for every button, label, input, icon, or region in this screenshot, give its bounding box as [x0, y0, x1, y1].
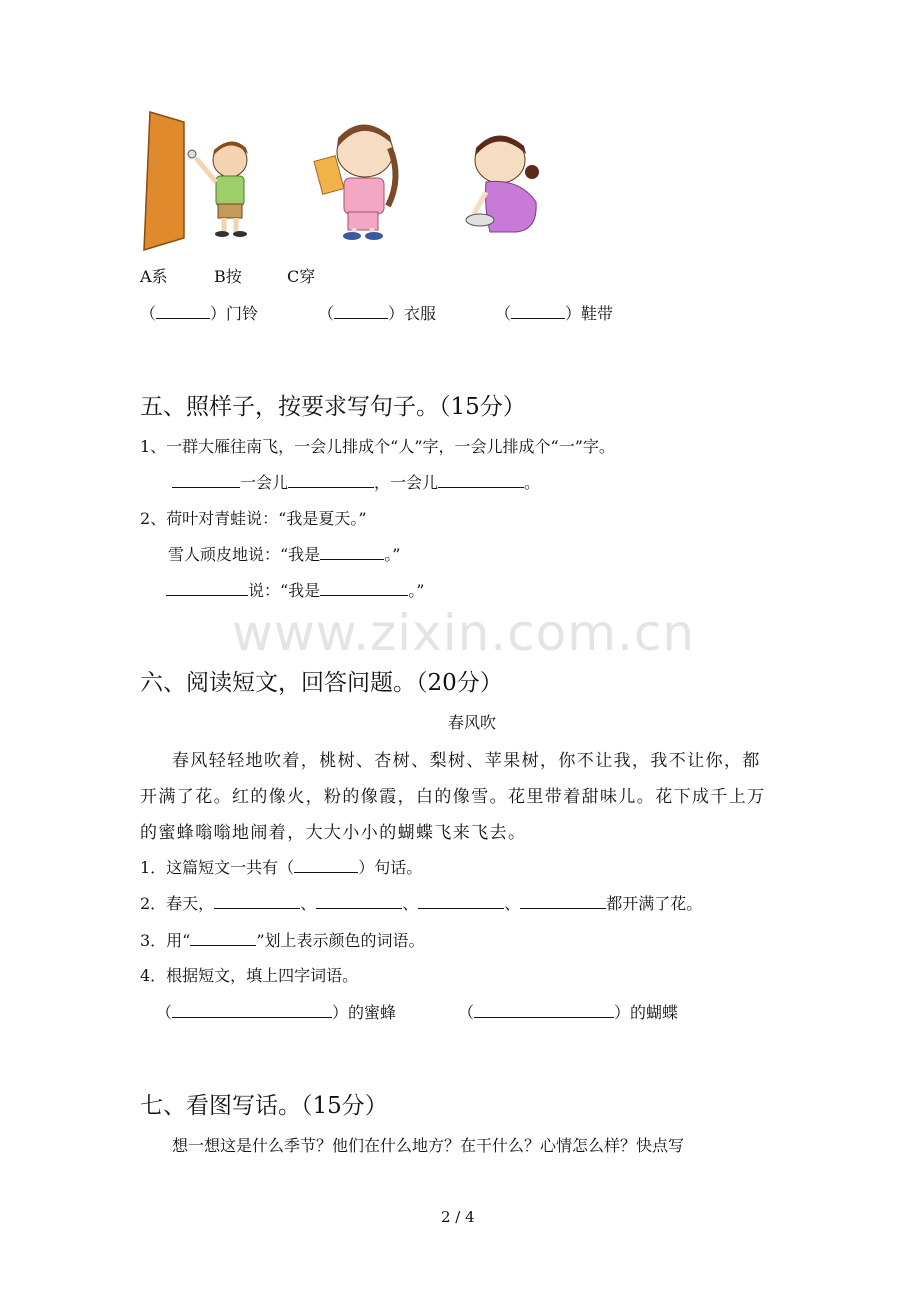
- answer-blank[interactable]: [172, 1003, 332, 1018]
- section-5-q2-line1: [168, 542, 400, 565]
- match-item-shoelace: （ ）鞋带: [495, 304, 614, 323]
- fill-text: 、: [402, 894, 419, 913]
- fill-text: 。: [524, 473, 541, 492]
- section-5-q2: 2、荷叶对青蛙说：“我是夏天。”: [140, 509, 367, 528]
- passage-title: 春风吹: [448, 713, 497, 732]
- fill-text: 的蜜蜂: [348, 1003, 397, 1022]
- fill-text: 、: [504, 894, 521, 913]
- fill-text: ，一会儿: [374, 473, 439, 492]
- picture-label-c: C穿: [287, 267, 316, 286]
- fill-text: ）句话。: [358, 858, 423, 877]
- boy-doorbell-picture: [144, 112, 248, 250]
- section-5-q2-line2: [166, 578, 424, 601]
- section-6-q3: [140, 928, 425, 951]
- fill-text: 一会儿: [240, 473, 289, 492]
- section-6-q2: [140, 891, 702, 914]
- section-6-title: 六、阅读短文，回答问题。（20分）: [140, 670, 503, 696]
- section-6-q4: 4．根据短文，填上四字词语。: [140, 966, 359, 985]
- answer-blank[interactable]: [294, 858, 358, 873]
- fill-text: 都开满了花。: [606, 894, 703, 913]
- answer-blank[interactable]: [156, 304, 210, 319]
- answer-blank[interactable]: [511, 304, 565, 319]
- match-item-text: 门铃: [226, 304, 259, 323]
- match-item-doorbell: （ ）门铃: [140, 304, 259, 323]
- answer-blank[interactable]: [316, 894, 402, 909]
- passage-line-3: 的蜜蜂嗡嗡地闹着，大大小小的蝴蝶飞来飞去。: [140, 823, 527, 843]
- answer-blank[interactable]: [320, 545, 384, 560]
- fill-text: 。”: [408, 581, 425, 600]
- section-6-q4-bees: （ ）的蜜蜂: [156, 1003, 397, 1022]
- section-7-title: 七、看图写话。（15分）: [140, 1093, 388, 1119]
- fill-text: ”划上表示颜色的词语。: [256, 931, 425, 950]
- answer-blank[interactable]: [190, 931, 256, 946]
- answer-blank[interactable]: [172, 473, 240, 488]
- passage-line-1: 春风轻轻地吹着，桃树、杏树、梨树、苹果树，你不让我，我不让你，都: [172, 751, 761, 771]
- page-number: 2 / 4: [441, 1208, 475, 1226]
- fill-text: 。”: [384, 545, 401, 564]
- answer-blank[interactable]: [520, 894, 606, 909]
- picture-label-a: A系: [140, 267, 168, 286]
- section-5-q1-fill: [172, 470, 540, 493]
- fill-text: 2．春天，: [140, 894, 215, 913]
- girl-shoelace-picture: [466, 135, 539, 232]
- section-5-title: 五、照样子，按要求写句子。（15分）: [140, 394, 526, 420]
- answer-blank[interactable]: [166, 581, 248, 596]
- answer-blank[interactable]: [288, 473, 374, 488]
- picture-label-b: B按: [214, 267, 242, 286]
- answer-blank[interactable]: [334, 304, 388, 319]
- match-item-text: 鞋带: [581, 304, 614, 323]
- answer-blank[interactable]: [320, 581, 408, 596]
- answer-blank[interactable]: [474, 1003, 614, 1018]
- fill-text: 、: [300, 894, 317, 913]
- fill-text: 说：“我是: [248, 581, 321, 600]
- section-7-text: 想一想这是什么季节？他们在什么地方？在干什么？心情怎么样？快点写: [172, 1136, 685, 1155]
- fill-text: 3．用“: [140, 931, 191, 950]
- answer-blank[interactable]: [438, 473, 524, 488]
- watermark: www.zixin.com.cn: [232, 604, 696, 662]
- match-item-clothes: （ ）衣服: [318, 304, 437, 323]
- section-6-q1: [140, 855, 422, 878]
- girl-dressing-picture: [314, 124, 396, 240]
- fill-text: 1．这篇短文一共有（: [140, 858, 295, 877]
- fill-text: 雪人顽皮地说：“我是: [168, 545, 321, 564]
- answer-blank[interactable]: [214, 894, 300, 909]
- section-5-q1: 1、一群大雁往南飞，一会儿排成个“人”字，一会儿排成个“一”字。: [140, 437, 615, 456]
- passage-line-2: 开满了花。红的像火，粉的像霞，白的像雪。花里带着甜味儿。花下成千上万: [140, 787, 766, 807]
- answer-blank[interactable]: [418, 894, 504, 909]
- illustration-strip: [140, 108, 560, 254]
- section-6-q4-butterflies: （ ）的蝴蝶: [458, 1003, 679, 1022]
- match-item-text: 衣服: [404, 304, 437, 323]
- fill-text: 的蝴蝶: [630, 1003, 679, 1022]
